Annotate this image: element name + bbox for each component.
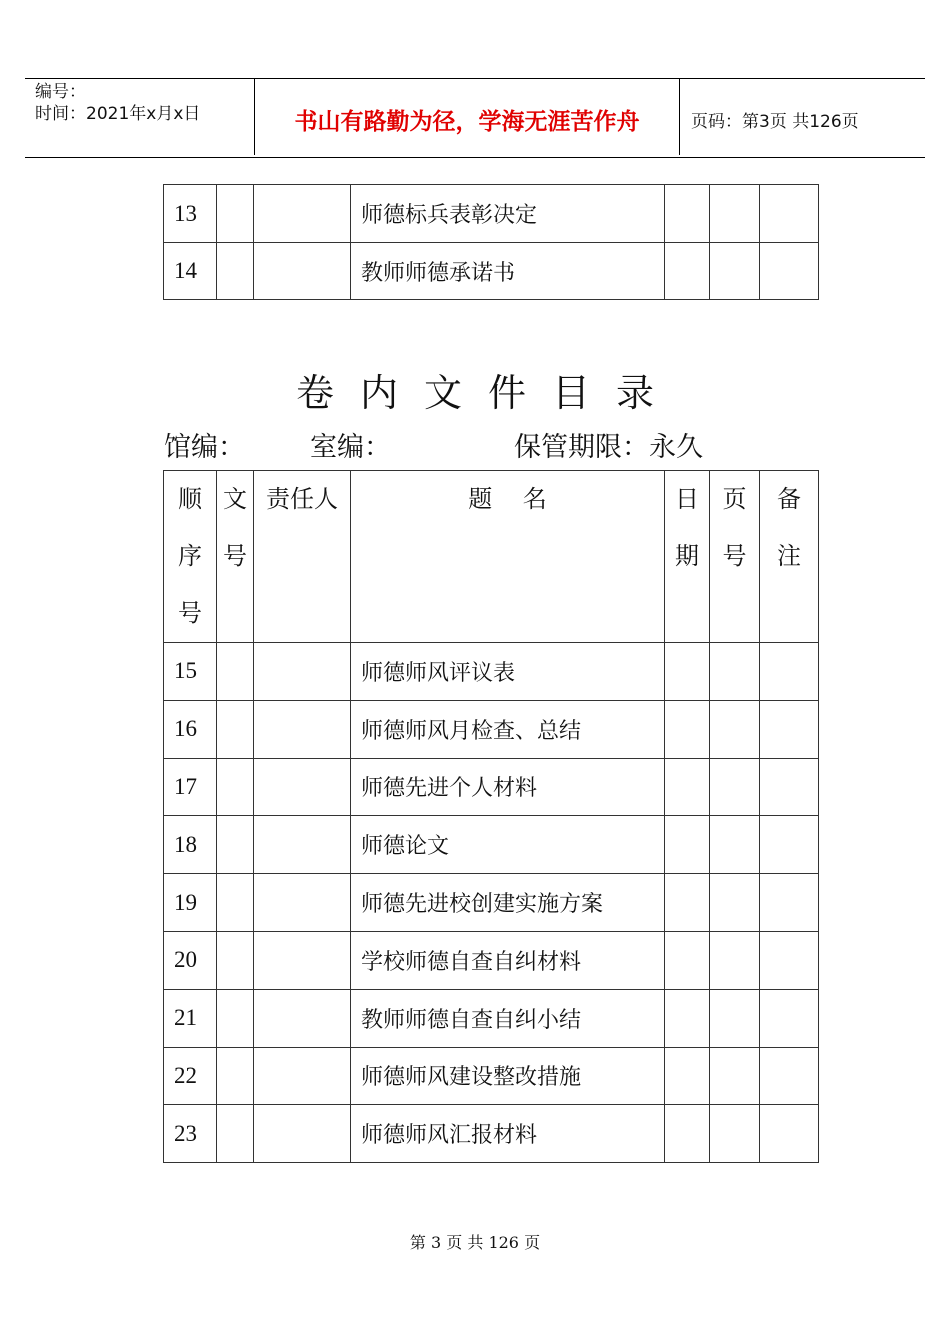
header-motto: 书山有路勤为径，学海无涯苦作舟 [294,109,640,135]
row-number: 13 [164,185,217,243]
header-char: 序 [178,542,202,570]
cell-page [710,816,760,874]
header-char: 号 [223,542,247,570]
cell-date [665,874,710,932]
row-title: 师德标兵表彰决定 [351,185,665,243]
cell-remark [760,185,819,243]
cell-responsible [254,989,351,1047]
row-title: 师德先进个人材料 [351,758,665,816]
retention-period: 保管期限：永久 [514,432,703,463]
cell-remark [760,874,819,932]
cell-date [665,185,710,243]
cell-remark [760,700,819,758]
continuation-table [163,184,819,300]
cell-responsible [254,185,351,243]
cell-page [710,185,760,243]
table-row [164,243,819,300]
cell-responsible [254,816,351,874]
table-row [164,643,819,701]
cell-responsible [254,1047,351,1105]
row-title: 师德师风汇报材料 [351,1105,665,1163]
row-number: 23 [164,1105,217,1163]
page-footer: 第 3 页 共 126 页 [409,1233,541,1252]
table-row [164,931,819,989]
cell-page [710,758,760,816]
table-row [164,1105,819,1163]
cell-page [710,874,760,932]
cell-docno [217,816,254,874]
catalog-table [163,470,819,1163]
cell-docno [217,1105,254,1163]
cell-docno [217,700,254,758]
header-page-info: 页码：第3页 共126页 [691,112,859,132]
row-number: 18 [164,816,217,874]
row-number: 15 [164,643,217,701]
cell-date [665,1105,710,1163]
room-number-label: 室编： [310,432,391,463]
table-header-row [164,471,819,643]
table-row [164,816,819,874]
cell-responsible [254,931,351,989]
cell-docno [217,185,254,243]
cell-page [710,989,760,1047]
row-title: 教师师德自查自纠小结 [351,989,665,1047]
header-char: 页 [722,485,747,513]
cell-remark [760,1047,819,1105]
row-title: 师德师风建设整改措施 [351,1047,665,1105]
cell-date [665,643,710,701]
cell-docno [217,758,254,816]
header-char: 文 [223,485,247,513]
row-title: 师德师风评议表 [351,643,665,701]
cell-remark [760,1105,819,1163]
row-number: 14 [164,243,217,300]
header-char: 备 [777,485,801,513]
cell-responsible [254,1105,351,1163]
cell-page [710,243,760,300]
time-label: 时间：2021年x月x日 [35,104,201,124]
row-title: 师德先进校创建实施方案 [351,874,665,932]
header-divider [679,79,680,155]
cell-docno [217,989,254,1047]
row-number: 20 [164,931,217,989]
table-row [164,185,819,243]
header-char: 日 [675,485,699,513]
page-header [25,78,925,158]
table-row [164,989,819,1047]
cell-docno [217,243,254,300]
header-seq [164,471,217,643]
row-title: 师德师风月检查、总结 [351,700,665,758]
cell-docno [217,874,254,932]
cell-responsible [254,758,351,816]
header-char: 号 [178,599,202,627]
row-number: 22 [164,1047,217,1105]
header-char: 期 [675,542,699,570]
row-number: 16 [164,700,217,758]
header-char: 注 [777,542,801,570]
cell-docno [217,643,254,701]
archive-number-label: 馆编： [164,432,245,463]
cell-date [665,700,710,758]
cell-responsible [254,243,351,300]
cell-responsible [254,874,351,932]
cell-page [710,643,760,701]
cell-remark [760,816,819,874]
document-title: 卷内文件目录 [295,371,680,415]
header-title: 题 名 [351,471,665,643]
cell-date [665,989,710,1047]
cell-page [710,931,760,989]
row-title: 学校师德自查自纠材料 [351,931,665,989]
cell-date [665,758,710,816]
cell-remark [760,931,819,989]
cell-page [710,1047,760,1105]
header-responsible: 责任人 [254,471,351,643]
number-label: 编号： [35,82,86,102]
cell-docno [217,1047,254,1105]
cell-page [710,1105,760,1163]
table-row [164,700,819,758]
cell-date [665,816,710,874]
cell-remark [760,643,819,701]
row-number: 17 [164,758,217,816]
cell-docno [217,931,254,989]
row-number: 21 [164,989,217,1047]
row-title: 教师师德承诺书 [351,243,665,300]
row-title: 师德论文 [351,816,665,874]
cell-remark [760,758,819,816]
row-number: 19 [164,874,217,932]
header-docno [217,471,254,643]
table-row [164,874,819,932]
header-char: 顺 [178,485,202,513]
header-date [665,471,710,643]
header-page [710,471,760,643]
catalog-body [164,643,819,1163]
table-row [164,1047,819,1105]
header-left [35,81,200,125]
cell-responsible [254,700,351,758]
table-row [164,758,819,816]
cell-page [710,700,760,758]
cell-responsible [254,643,351,701]
cell-date [665,931,710,989]
cell-remark [760,989,819,1047]
header-remark [760,471,819,643]
cell-date [665,1047,710,1105]
header-char: 号 [722,542,747,570]
cell-date [665,243,710,300]
cell-remark [760,243,819,300]
